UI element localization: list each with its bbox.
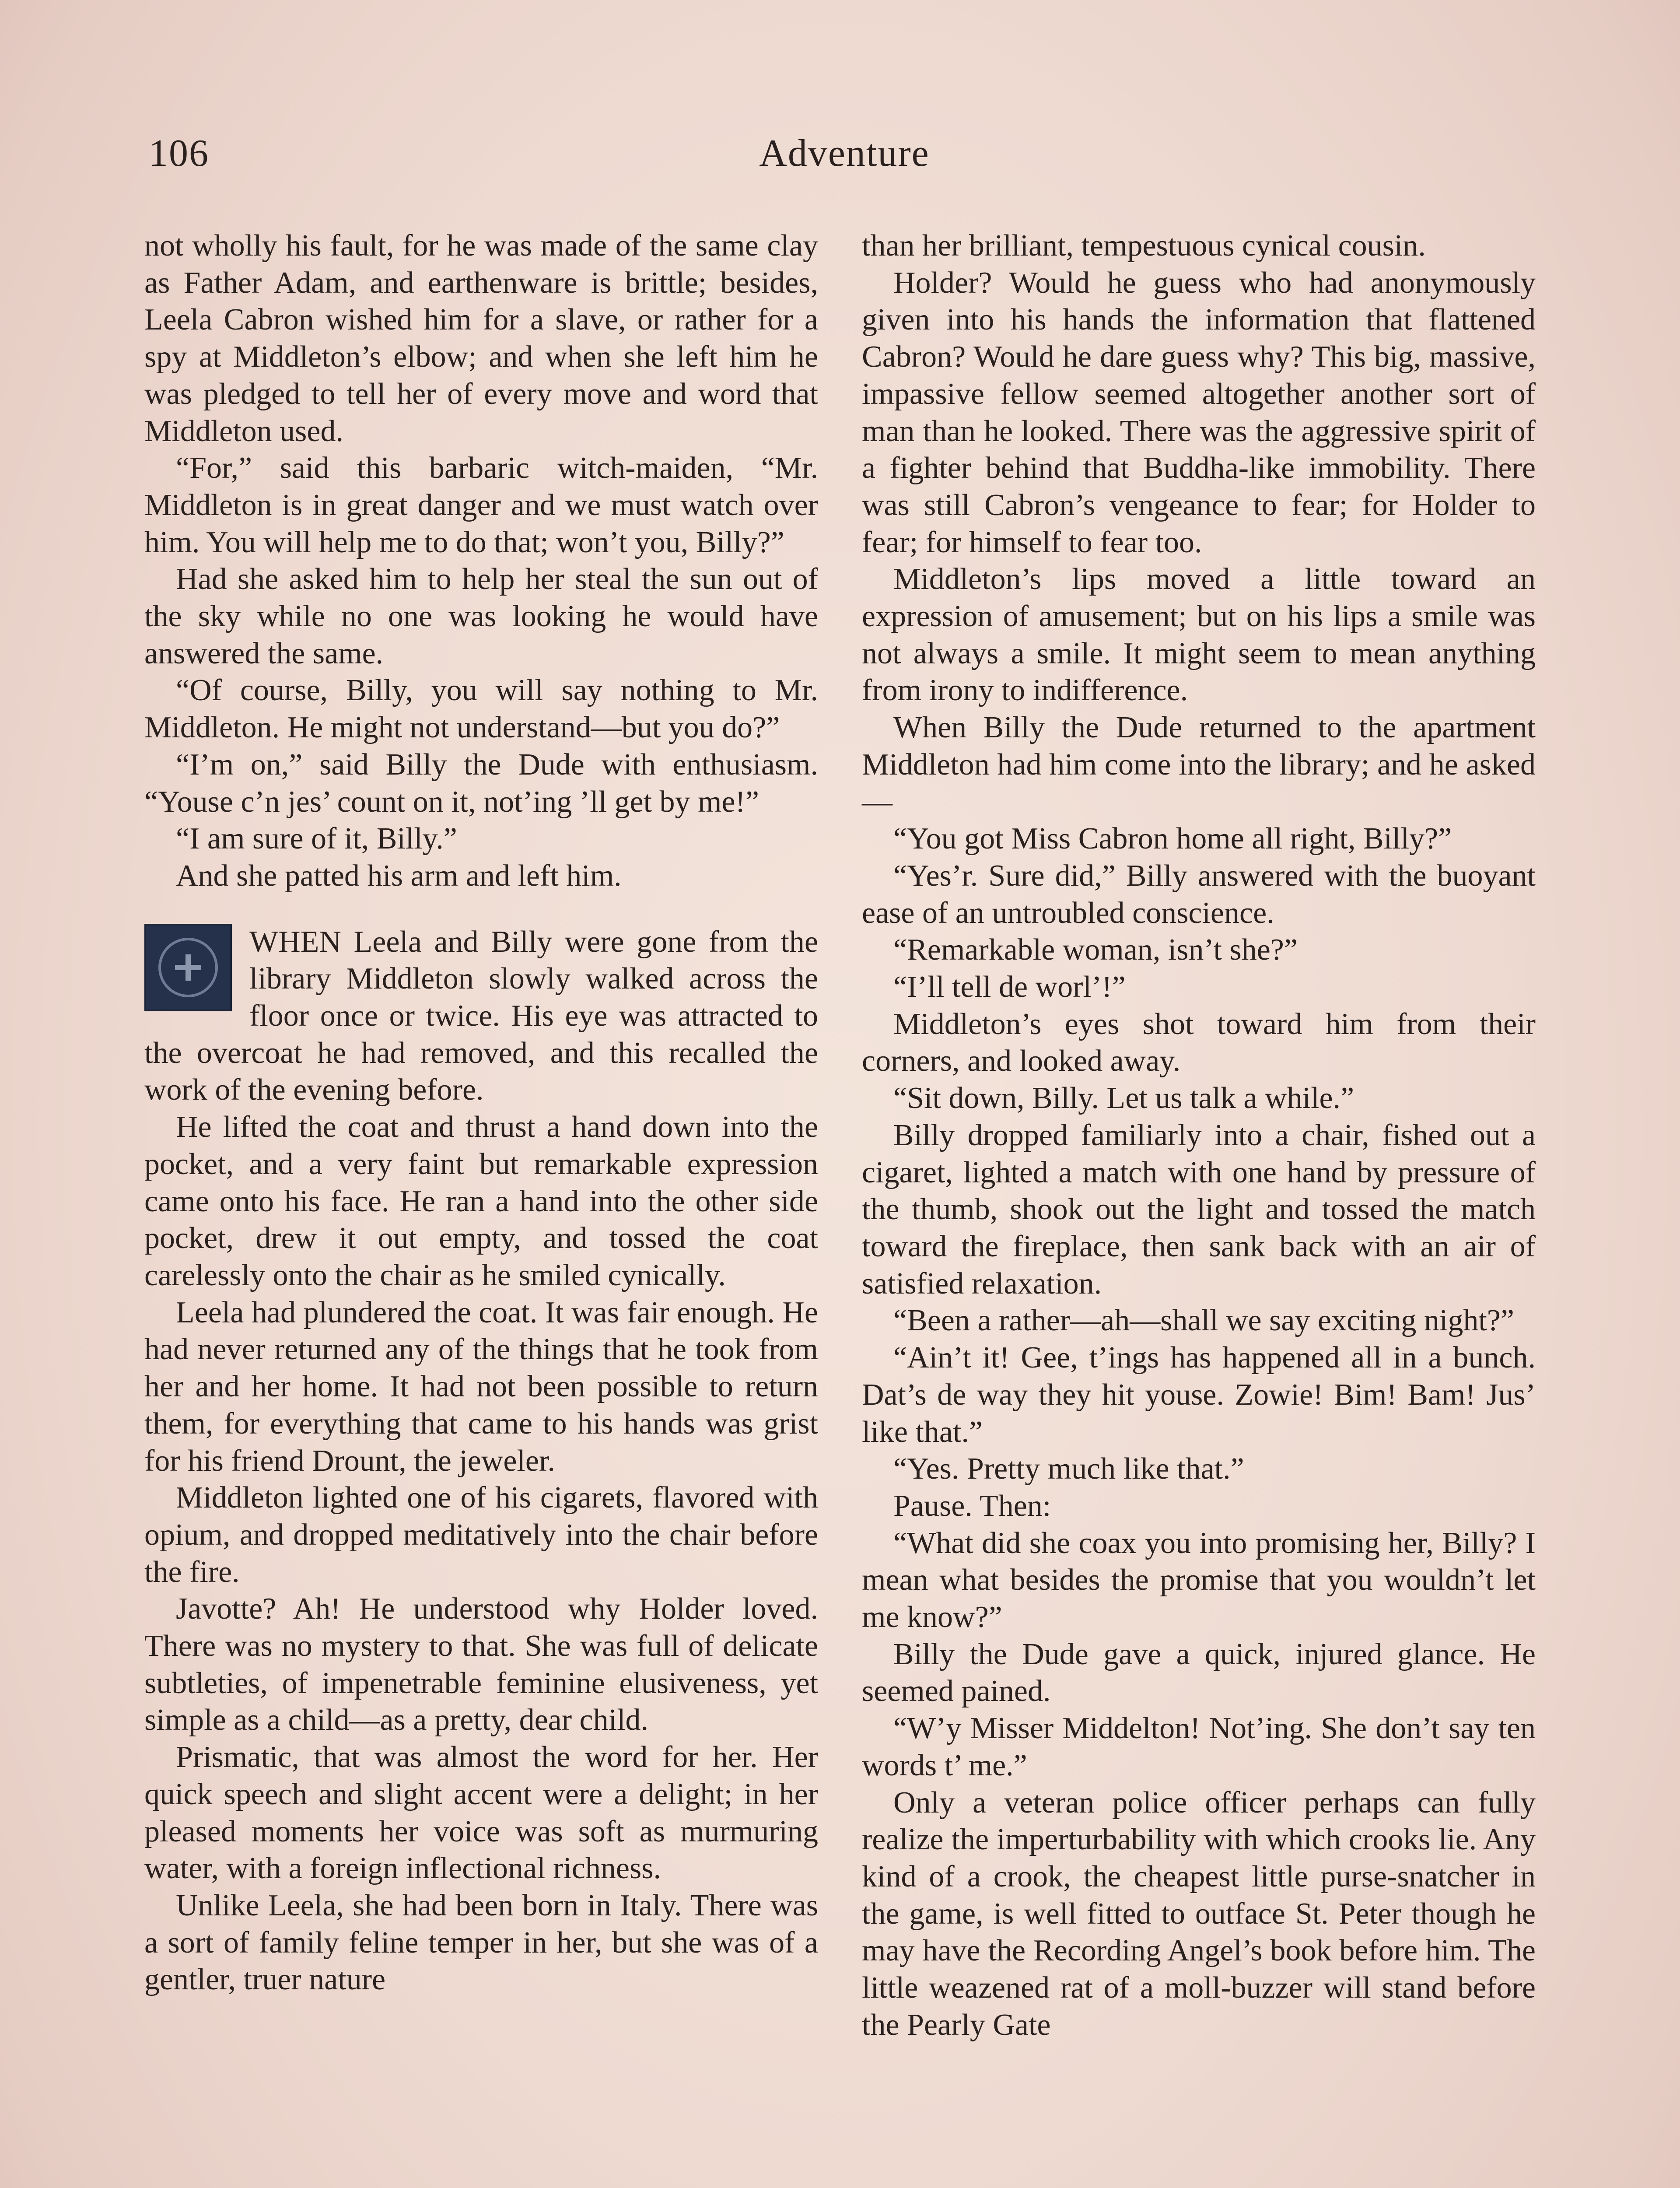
paragraph: “Sit down, Billy. Let us talk a while.” xyxy=(893,1081,1354,1115)
running-title: Adventure xyxy=(759,132,930,175)
paragraph: Middleton’s lips moved a little toward an expression of amusement; but on his lips a smile was not always a smile. It might seem to mean anything from irony to indifference. xyxy=(862,562,1536,708)
paragraph: Unlike Leela, she had been born in Italy. There was a sort of family feline temper in her, but she was of a gentler, truer nature xyxy=(144,1888,818,1997)
paragraph: “Yes. Pretty much like that.” xyxy=(893,1452,1244,1486)
paragraph: “Yes’r. Sure did,” Billy answered with the buoyant ease of an untroubled conscience. xyxy=(862,859,1536,930)
paragraph: “I am sure of it, Billy.” xyxy=(176,822,457,856)
right-column xyxy=(862,228,1536,2044)
paragraph: “For,” said this barbaric witch-maiden, “Mr. Middleton is in great danger and we must watch over him. You will help me to do that; won’t you, Billy?” xyxy=(144,451,818,559)
paragraph: When Billy the Dude returned to the apartment Middleton had him come into the library; and he asked— xyxy=(862,711,1536,819)
paragraph: “What did she coax you into promising her, Billy? I mean what besides the promise that you wouldn’t let me know?” xyxy=(862,1526,1536,1634)
paragraph: “You got Miss Cabron home all right, Billy?” xyxy=(893,822,1452,856)
page-number: 106 xyxy=(149,132,209,175)
paragraph: Leela had plundered the coat. It was fair enough. He had never returned any of the things that he took from her and her home. It had not been possible to return them, for everything that came to his hands was grist for his friend Drount, the jeweler. xyxy=(144,1295,818,1478)
paragraph: Prismatic, that was almost the word for her. Her quick speech and slight accent were a delight; in her pleased moments her voice was soft as murmuring water, with a foreign inflectional richness. xyxy=(144,1740,818,1886)
paragraph: than her brilliant, tempestuous cynical cousin. xyxy=(862,229,1426,263)
paragraph: “Of course, Billy, you will say nothing to Mr. Middleton. He might not understand—but you do?” xyxy=(144,673,818,745)
paragraph: Pause. Then: xyxy=(893,1489,1051,1523)
page-header xyxy=(149,131,1540,184)
paragraph: “Remarkable woman, isn’t she?” xyxy=(893,933,1298,967)
paragraph: Middleton lighted one of his cigarets, flavored with opium, and dropped meditatively into the chair before the fire. xyxy=(144,1481,818,1589)
paragraph: Javotte? Ah! He understood why Holder loved. There was no mystery to that. She was full of delicate subtleties, of impenetrable feminine elusiveness, yet simple as a child—as a pretty, dear child. xyxy=(144,1592,818,1737)
paragraph: Billy dropped familiarly into a chair, fished out a cigaret, lighted a match with one hand by pressure of the thumb, shook out the light and tossed the match toward the fireplace, then sank back with an air of satisfied relaxation. xyxy=(862,1118,1536,1301)
paragraph: Had she asked him to help her steal the sun out of the sky while no one was looking he would have answered the same. xyxy=(144,562,818,670)
paragraph: Holder? Would he guess who had anonymously given into his hands the information that flattened Cabron? Would he dare guess why? This big, massive, impassive fellow seemed altogether another sort of man than he looked. There was the aggressive spirit of a fighter behind that Buddha-like immobility. There was still Cabron’s vengeance to fear; for Holder to fear; for himself to fear too. xyxy=(862,266,1536,559)
paragraph: “I’ll tell de worl’!” xyxy=(893,970,1126,1004)
paragraph: He lifted the coat and thrust a hand down into the pocket, and a very faint but remarkable expression came onto his face. He ran a hand into the other side pocket, drew it out empty, and tossed the coat carelessly onto the chair as he smiled cynically. xyxy=(144,1110,818,1292)
ornamental-initial-icon xyxy=(144,924,232,1011)
section-opening-paragraph: WHEN Leela and Billy were gone from the library Middleton slowly walked across the floor once or twice. His eye was attracted to the overcoat he had removed, and this recalled the work of the evening before. xyxy=(144,925,818,1107)
paragraph: not wholly his fault, for he was made of the same clay as Father Adam, and earthenware is brittle; besides, Leela Cabron wished him for a slave, or rather for a spy at Middleton’s elbow; and when she left him he was pledged to tell her of every move and word that Middleton used. xyxy=(144,229,818,448)
paragraph: “Ain’t it! Gee, t’ings has happened all in a bunch. Dat’s de way they hit youse. Zowie! Bim! Bam! Jus’ like that.” xyxy=(862,1341,1536,1449)
paragraph: And she patted his arm and left him. xyxy=(176,859,622,893)
paragraph: “W’y Misser Middelton! Not’ing. She don’t say ten words t’ me.” xyxy=(862,1711,1536,1782)
paragraph: “Been a rather—ah—shall we say exciting night?” xyxy=(893,1304,1514,1338)
paragraph: “I’m on,” said Billy the Dude with enthusiasm. “Youse c’n jes’ count on it, not’ing ’ll get by me!” xyxy=(144,747,818,819)
left-column xyxy=(144,228,818,1999)
paragraph: Billy the Dude gave a quick, injured glance. He seemed pained. xyxy=(862,1637,1536,1708)
paragraph: Middleton’s eyes shot toward him from their corners, and looked away. xyxy=(862,1007,1536,1078)
paragraph: Only a veteran police officer perhaps can fully realize the imperturbability with which crooks lie. Any kind of a crook, the cheapest little purse-snatcher in the game, is well fitted to outface St. Peter though he may have the Recording Angel’s book before him. The little weazened rat of a moll-buzzer will stand before the Pearly Gate xyxy=(862,1785,1536,2042)
